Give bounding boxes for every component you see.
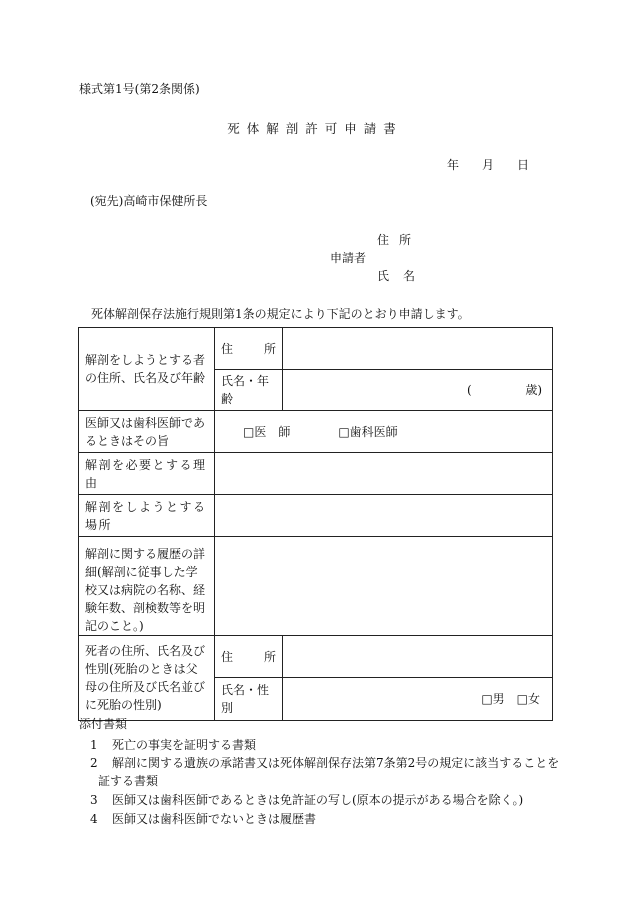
applicant-label: 申請者 xyxy=(330,251,367,265)
addressee: (宛先)高崎市保健所長 xyxy=(90,194,208,208)
applicant-address-label: 住所 xyxy=(377,233,422,247)
doctor-checkbox[interactable]: □医 師 xyxy=(243,424,291,439)
row-doctor-label xyxy=(79,411,215,453)
row-deceased-label-text: 死者の住所、氏名及び性別(死胎のときは父母の住所及び氏名並びに死胎の性別) xyxy=(85,644,206,712)
address-char-2: 所 xyxy=(263,341,276,356)
row-reason-label-text: 解剖を必要とする理由 xyxy=(85,457,207,490)
row-reason-label xyxy=(79,453,215,495)
attachment-text: 死亡の事実を証明する書類 xyxy=(112,738,257,752)
row-applicant-label-text: 解剖をしようとする者の住所、氏名及び年齢 xyxy=(85,353,206,385)
attachment-text: 医師又は歯科医師であるときは免許証の写し(原本の提示がある場合を除く。) xyxy=(112,793,524,807)
name-age-text: 氏名・年齢 xyxy=(221,374,270,406)
history-field[interactable] xyxy=(215,537,553,636)
name-sex-text: 氏名・性別 xyxy=(221,683,270,715)
date-month-label: 月 xyxy=(482,158,495,172)
deceased-address-field[interactable] xyxy=(283,636,553,678)
applicant-name-age-label xyxy=(215,370,283,411)
attachment-item xyxy=(90,754,559,771)
row-place-label-text: 解剖をしようとする場所 xyxy=(85,499,207,532)
address-char-1: 住 xyxy=(221,341,234,356)
row-deceased-label xyxy=(79,636,215,721)
deceased-address-char-1: 住 xyxy=(221,649,234,664)
attachment-number: 2 xyxy=(90,756,98,770)
deceased-address-cell-label xyxy=(215,636,283,678)
age-unit: 歳) xyxy=(525,383,542,397)
applicant-age-field[interactable] xyxy=(283,370,553,411)
row-history-label xyxy=(79,537,215,636)
attachment-item xyxy=(90,791,523,808)
place-field[interactable] xyxy=(215,495,553,537)
attachment-text: 解剖に関する遺族の承諾書又は死体解剖保存法第7条第2号の規定に該当することを xyxy=(112,756,560,770)
applicant-name-label: 氏名 xyxy=(377,269,430,283)
attachment-number: 3 xyxy=(90,793,98,807)
attachment-text: 医師又は歯科医師でないときは履歴書 xyxy=(112,812,317,826)
date-day-label: 日 xyxy=(517,158,530,172)
form-number: 様式第1号(第2条関係) xyxy=(79,82,200,96)
attachment-item-continued: 証する書類 xyxy=(98,774,159,788)
sex-checkboxes[interactable]: □男 □女 xyxy=(481,692,540,706)
applicant-address-cell-label xyxy=(215,328,283,370)
date-line xyxy=(447,156,529,173)
row-place-label xyxy=(79,495,215,537)
document-title: 死体解剖許可申請書 xyxy=(227,121,403,136)
reason-field[interactable] xyxy=(215,453,553,495)
doctor-options-cell xyxy=(215,411,553,453)
applicant-address-field[interactable] xyxy=(283,328,553,370)
attachments-title: 添付書類 xyxy=(79,717,128,731)
deceased-sex-field[interactable] xyxy=(283,678,553,721)
row-doctor-label-text: 医師又は歯科医師であるときはその旨 xyxy=(85,415,206,448)
attachment-number: 4 xyxy=(90,812,98,826)
deceased-address-char-2: 所 xyxy=(263,649,276,664)
date-year-label: 年 xyxy=(447,158,460,172)
deceased-name-sex-label xyxy=(215,678,283,721)
age-open-paren: ( xyxy=(467,383,472,397)
attachment-item xyxy=(90,810,316,827)
dentist-checkbox[interactable]: □歯科医師 xyxy=(338,424,398,439)
row-applicant-label xyxy=(79,328,215,411)
attachment-number: 1 xyxy=(90,738,98,752)
application-table xyxy=(78,327,553,721)
row-history-label-text: 解剖に関する履歴の詳細(解剖に従事した学校又は病院の名称、経験年数、剖検数等を明記のこと。) xyxy=(85,547,206,633)
attachment-item xyxy=(90,736,256,753)
intro-text: 死体解剖保存法施行規則第1条の規定により下記のとおり申請します。 xyxy=(91,307,470,321)
